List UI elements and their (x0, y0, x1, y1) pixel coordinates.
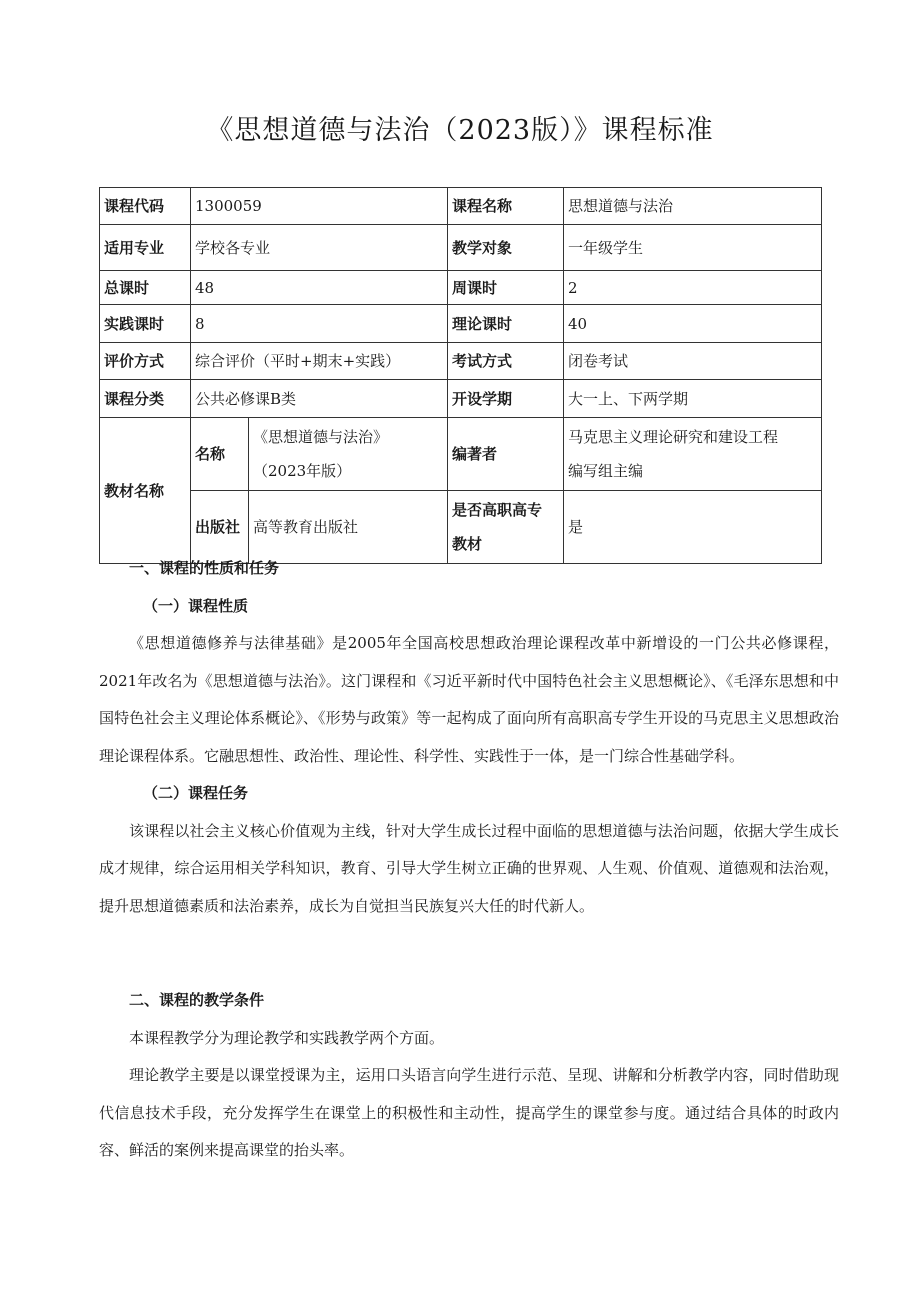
major-label: 适用专业 (100, 225, 191, 271)
total-hours-value: 48 (191, 271, 448, 305)
higher-vocational-label-line1: 是否高职高专 (452, 501, 543, 519)
higher-vocational-value: 是 (564, 491, 822, 564)
exam-value: 闭卷考试 (564, 343, 822, 380)
major-value: 学校各专业 (191, 225, 448, 271)
exam-label: 考试方式 (448, 343, 564, 380)
author-line1: 马克思主义理论研究和建设工程 (568, 428, 779, 446)
total-hours-label: 总课时 (100, 271, 191, 305)
course-code-label: 课程代码 (100, 188, 191, 225)
theory-hours-value: 40 (564, 305, 822, 343)
semester-value: 大一上、下两学期 (564, 380, 822, 418)
category-label: 课程分类 (100, 380, 191, 418)
textbook-name-line2: （2023年版） (253, 462, 352, 480)
semester-label: 开设学期 (448, 380, 564, 418)
section-1-2-paragraph: 该课程以社会主义核心价值观为主线，针对大学生成长过程中面临的思想道德与法治问题，依据大学生成长成才规律，综合运用相关学科知识，教育、引导大学生树立正确的世界观、人生观、价值观、道德观和法治观，提升思想道德素质和法治素养，成长为自觉担当民族复兴大任的时代新人。 (99, 821, 839, 915)
course-info-table (99, 187, 822, 564)
author-value (564, 418, 822, 491)
section-1-heading: 一、课程的性质和任务 (129, 559, 280, 577)
theory-hours-label: 理论课时 (448, 305, 564, 343)
evaluation-label: 评价方式 (100, 343, 191, 380)
practice-hours-value: 8 (191, 305, 448, 343)
publisher-value: 高等教育出版社 (249, 491, 448, 564)
evaluation-value: 综合评价（平时+期末+实践） (191, 343, 448, 380)
section-1-2-heading: （二）课程任务 (143, 784, 249, 802)
section-2-heading: 二、课程的教学条件 (129, 991, 265, 1009)
weekly-hours-value: 2 (564, 271, 822, 305)
textbook-name-line1: 《思想道德与法治》 (253, 428, 389, 446)
section-2 (99, 982, 839, 1170)
course-name-value: 思想道德与法治 (564, 188, 822, 225)
page-title: 《思想道德与法治（2023版）》课程标准 (206, 115, 714, 146)
section-1 (99, 550, 839, 925)
course-name-label: 课程名称 (448, 188, 564, 225)
textbook-label: 教材名称 (100, 418, 191, 564)
category-value: 公共必修课B类 (191, 380, 448, 418)
weekly-hours-label: 周课时 (448, 271, 564, 305)
audience-value: 一年级学生 (564, 225, 822, 271)
author-line2: 编写组主编 (568, 462, 644, 480)
higher-vocational-label-line2: 教材 (452, 535, 483, 553)
author-label: 编著者 (448, 418, 564, 491)
practice-hours-label: 实践课时 (100, 305, 191, 343)
course-code-value: 1300059 (191, 188, 448, 225)
section-2-paragraph-1: 本课程教学分为理论教学和实践教学两个方面。 (129, 1028, 445, 1047)
section-1-1-paragraph: 《思想道德修养与法律基础》是2005年全国高校思想政治理论课程改革中新增设的一门公共必修课程，2021年改名为《思想道德与法治》。这门课程和《习近平新时代中国特色社会主义思想概论》、《毛泽东思想和中国特色社会主义理论体系概论》、《形势与政策》等一起构成了面向所有高职高专学生开设的马克思主义思想政治理论课程体系。它融思想性、政治性、理论性、科学性、实践性于一体，是一门综合性基础学科。 (99, 634, 839, 765)
audience-label: 教学对象 (448, 225, 564, 271)
textbook-name-label: 名称 (191, 418, 249, 491)
publisher-label: 出版社 (191, 491, 249, 564)
section-2-paragraph-2: 理论教学主要是以课堂授课为主，运用口头语言向学生进行示范、呈现、讲解和分析教学内容，同时借助现代信息技术手段，充分发挥学生在课堂上的积极性和主动性，提高学生的课堂参与度。通过结合具体的时政内容、鲜活的案例来提高课堂的抬头率。 (99, 1066, 839, 1159)
textbook-name-value (249, 418, 448, 491)
section-1-1-heading: （一）课程性质 (143, 596, 249, 615)
